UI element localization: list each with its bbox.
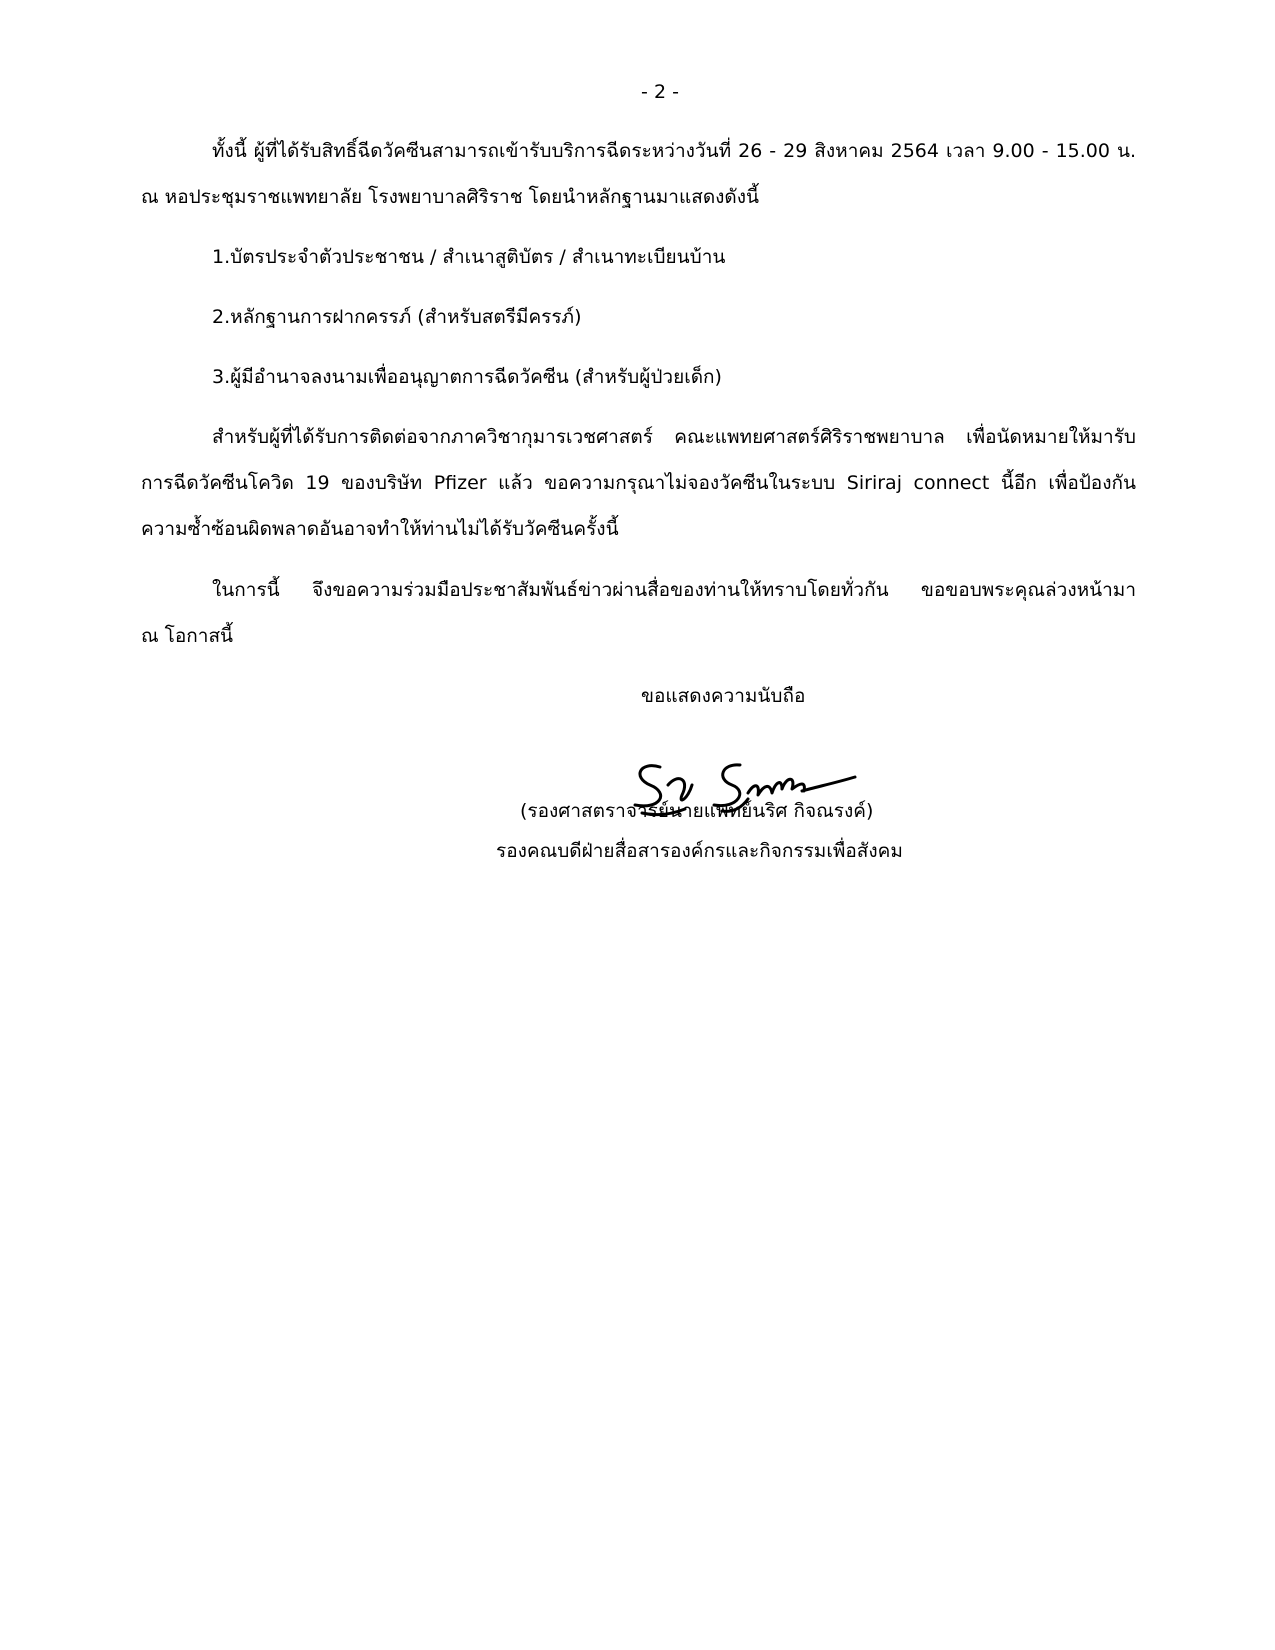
paragraph1-line1: ทั้งนี้ ผู้ที่ได้รับสิทธิ์ฉีดวัคซีนสามารถเข้ารับบริการฉีดระหว่างวันที่ 26 - 29 สิงหาคม 2564 เวลา 9.00 - 15.00 น. bbox=[212, 140, 1136, 162]
signatory-position: รองคณบดีฝ่ายสื่อสารองค์กรและกิจกรรมเพื่อสังคม bbox=[496, 840, 903, 862]
requirement-item-3: 3.ผู้มีอำนาจลงนามเพื่ออนุญาตการฉีดวัคซีน (สำหรับผู้ป่วยเด็ก) bbox=[212, 366, 722, 388]
signatory-name: (รองศาสตราจารย์นายแพทย์นริศ กิจณรงค์) bbox=[520, 800, 874, 822]
paragraph2-line1: สำหรับผู้ที่ได้รับการติดต่อจากภาควิชากุมารเวชศาสตร์ คณะแพทยศาสตร์ศิริราชพยาบาล เพื่อนัดหมายให้มารับ bbox=[212, 426, 1136, 448]
requirement-item-1: 1.บัตรประจำตัวประชาชน / สำเนาสูติบัตร / สำเนาทะเบียนบ้าน bbox=[212, 246, 726, 268]
paragraph3-line2: ณ โอกาสนี้ bbox=[141, 625, 234, 647]
closing-salutation: ขอแสดงความนับถือ bbox=[641, 685, 806, 707]
paragraph2-line2: การฉีดวัคซีนโควิด 19 ของบริษัท Pfizer แล้ว ขอความกรุณาไม่จองวัคซีนในระบบ Siriraj connect นี้อีก เพื่อป้องกัน bbox=[141, 472, 1136, 494]
page-number: - 2 - bbox=[641, 81, 679, 103]
paragraph1-line2: ณ หอประชุมราชแพทยาลัย โรงพยาบาลศิริราช โดยนำหลักฐานมาแสดงดังนี้ bbox=[141, 186, 760, 208]
paragraph2-line3: ความซ้ำซ้อนผิดพลาดอันอาจทำให้ท่านไม่ได้รับวัคซีนครั้งนี้ bbox=[141, 518, 619, 540]
paragraph3-line1: ในการนี้ จึงขอความร่วมมือประชาสัมพันธ์ข่าวผ่านสื่อของท่านให้ทราบโดยทั่วกัน ขอขอบพระคุณล่วงหน้ามา bbox=[212, 579, 1136, 601]
requirement-item-2: 2.หลักฐานการฝากครรภ์ (สำหรับสตรีมีครรภ์) bbox=[212, 306, 582, 328]
